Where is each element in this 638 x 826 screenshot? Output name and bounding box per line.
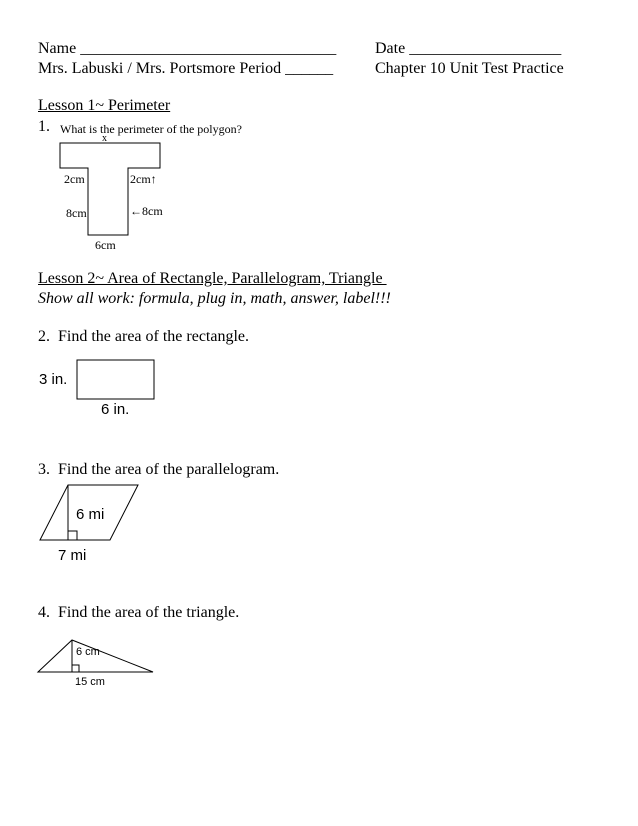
parallelogram-base-label: 7 mi: [58, 547, 87, 564]
rectangle-shape: [77, 360, 154, 399]
t-bottom-label: 6cm: [95, 238, 116, 252]
t-polygon-outline: [60, 143, 160, 235]
q3-question-text: 3. Find the area of the parallelogram.: [38, 461, 280, 478]
triangle-height-label: 6 cm: [76, 646, 100, 658]
chapter-title: Chapter 10 Unit Test Practice: [375, 60, 564, 77]
q4-question-text: 4. Find the area of the triangle.: [38, 604, 240, 621]
triangle-right-angle: [72, 665, 79, 672]
parallelogram-height-label: 6 mi: [76, 506, 105, 523]
date-field-label: Date ___________________: [375, 40, 562, 57]
q1-question-text: What is the perimeter of the polygon?: [60, 122, 242, 136]
t-right-lower-label: ←8cm: [130, 204, 163, 218]
q2-question-text: 2. Find the area of the rectangle.: [38, 328, 250, 345]
parallelogram-right-angle: [68, 531, 77, 540]
teacher-period-line: Mrs. Labuski / Mrs. Portsmore Period ______: [38, 60, 334, 77]
name-field-label: Name ________________________________: [38, 40, 337, 57]
lesson1-heading: Lesson 1~ Perimeter: [38, 97, 171, 114]
triangle-base-label: 15 cm: [75, 676, 105, 688]
rectangle-height-label: 3 in.: [39, 371, 68, 388]
rectangle-base-label: 6 in.: [101, 401, 130, 418]
lesson2-heading: Lesson 2~ Area of Rectangle, Parallelogram, Triangle: [38, 270, 387, 287]
t-top-label: x: [102, 133, 107, 144]
t-right-upper-label: 2cm↑: [130, 172, 157, 186]
lesson2-instructions: Show all work: formula, plug in, math, answer, label!!!: [38, 290, 391, 307]
q1-number: 1.: [38, 118, 50, 135]
t-left-upper-label: 2cm: [64, 172, 85, 186]
t-left-lower-label: 8cm: [66, 206, 87, 220]
